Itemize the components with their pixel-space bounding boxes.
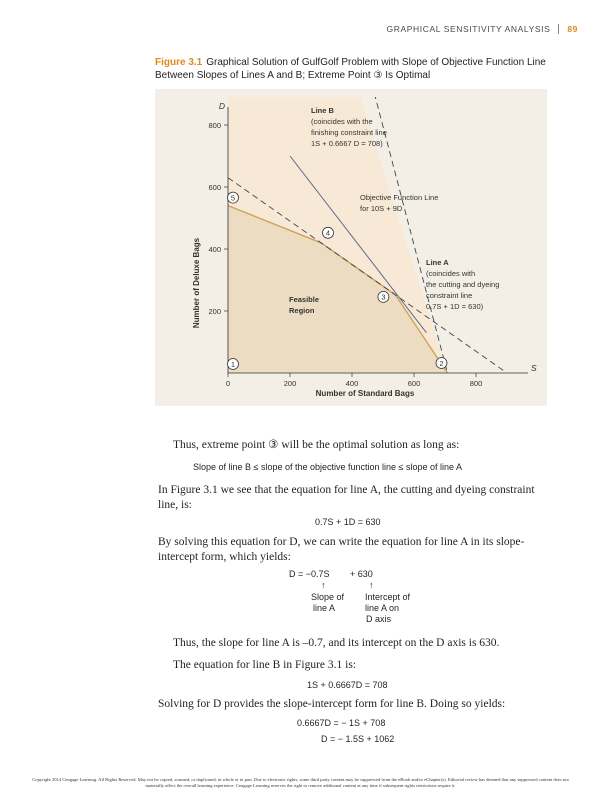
line-b-label: finishing constraint line [311, 128, 387, 137]
x-tick-label: 0 [225, 379, 231, 388]
slope-intercept-d: D = −0.7S [289, 569, 330, 579]
arrow-intercept: ↑ [369, 580, 374, 590]
feasible-region-label: Feasible [289, 295, 320, 304]
equation-line-a: 0.7S + 1D = 630 [315, 517, 381, 527]
x-axis-symbol: S [531, 363, 537, 373]
section-title: GRAPHICAL SENSITIVITY ANALYSIS [386, 24, 551, 34]
objective-line-label: Objective Function Line [360, 193, 439, 202]
para-line-a-equation: In Figure 3.1 we see that the equation for line A, the cutting and dyeing constraint line, is: [158, 484, 535, 511]
label-slope-line2: line A [313, 603, 336, 613]
extreme-point-label: 3 [381, 292, 386, 302]
x-axis-label: Number of Standard Bags [315, 389, 415, 398]
y-tick-label: 200 [208, 307, 221, 316]
x-tick-label: 200 [283, 379, 297, 388]
figure-chart [155, 89, 547, 406]
y-tick-label: 600 [208, 183, 221, 192]
chart-svg [155, 89, 547, 406]
line-b-label: Line B [311, 106, 334, 115]
x-tick-label: 400 [345, 379, 359, 388]
equation-solve-2: D = − 1.5S + 1062 [321, 734, 395, 744]
line-b-label: 1S + 0.6667 D = 708) [311, 139, 383, 148]
figure-caption [155, 56, 555, 82]
header-divider [558, 24, 559, 34]
para-solve-for-d: Solving for D provides the slope-intercept form for line B. Doing so yields: [158, 698, 506, 710]
equation-line-b: 1S + 0.6667D = 708 [307, 680, 388, 690]
para-extreme-point: Thus, extreme point ③ will be the optimal solution as long as: [173, 439, 460, 451]
figure-label: Figure 3.1 [155, 57, 203, 68]
x-tick-label: 600 [407, 379, 421, 388]
extreme-point-label: 4 [325, 228, 331, 238]
line-a-label: the cutting and dyeing [426, 280, 500, 289]
objective-line-label: for 10S + 9D [360, 204, 403, 213]
extreme-point-label: 1 [230, 359, 236, 369]
arrow-slope: ↑ [321, 580, 326, 590]
para-slope-value: Thus, the slope for line A is –0.7, and its intercept on the D axis is 630. [173, 637, 500, 649]
y-tick-label: 800 [208, 121, 221, 130]
slope-intercept-plus: + 630 [350, 569, 373, 579]
copyright-notice: Copyright 2014 Cengage Learning. All Rights Reserved. May not be copied, scanned, or duplicated, in whole or in part. Due to electronic rights, some third party content may be suppressed from the eBook and/or eChapter(s). Editorial review has deemed that any suppressed content does not materially affect the overall learning experience. Cengage Learning reserves the right to remove additional content at any time if subsequent rights restrictions require it. [32, 777, 569, 788]
line-a-label: Line A [426, 258, 449, 267]
y-tick-label: 400 [208, 245, 221, 254]
feasible-region-label: Region [289, 306, 315, 315]
figure-caption-text: Graphical Solution of GulfGolf Problem with Slope of Objective Function Line Between Slopes of Lines A and B; Extreme Point ③ Is Optimal [155, 57, 546, 81]
para-slope-intercept: By solving this equation for D, we can write the equation for line A in its slope-intercept form, which yields: [158, 536, 525, 563]
y-axis-symbol: D [218, 101, 225, 111]
label-intercept-line1: Intercept of [365, 592, 411, 602]
slope-condition: Slope of line B ≤ slope of the objective function line ≤ slope of line A [192, 462, 463, 472]
y-axis-label: Number of Deluxe Bags [192, 237, 201, 329]
line-b-label: (coincides with the [311, 117, 373, 126]
x-tick-label: 800 [469, 379, 483, 388]
line-a-label: 0.7S + 1D = 630) [426, 302, 484, 311]
extreme-point-label: 2 [439, 358, 444, 368]
extreme-point-label: 5 [230, 193, 236, 203]
page-number: 89 [567, 24, 578, 34]
label-intercept-line2: line A on [365, 603, 400, 613]
line-a-label: (coincides with [426, 269, 476, 278]
equation-solve-1: 0.6667D = − 1S + 708 [297, 718, 386, 728]
label-slope-line1: Slope of [311, 592, 345, 602]
line-a-label: constraint line [426, 291, 473, 300]
para-line-b-intro: The equation for line B in Figure 3.1 is: [173, 659, 357, 671]
running-header [387, 24, 578, 34]
label-intercept-line3: D axis [366, 614, 392, 624]
